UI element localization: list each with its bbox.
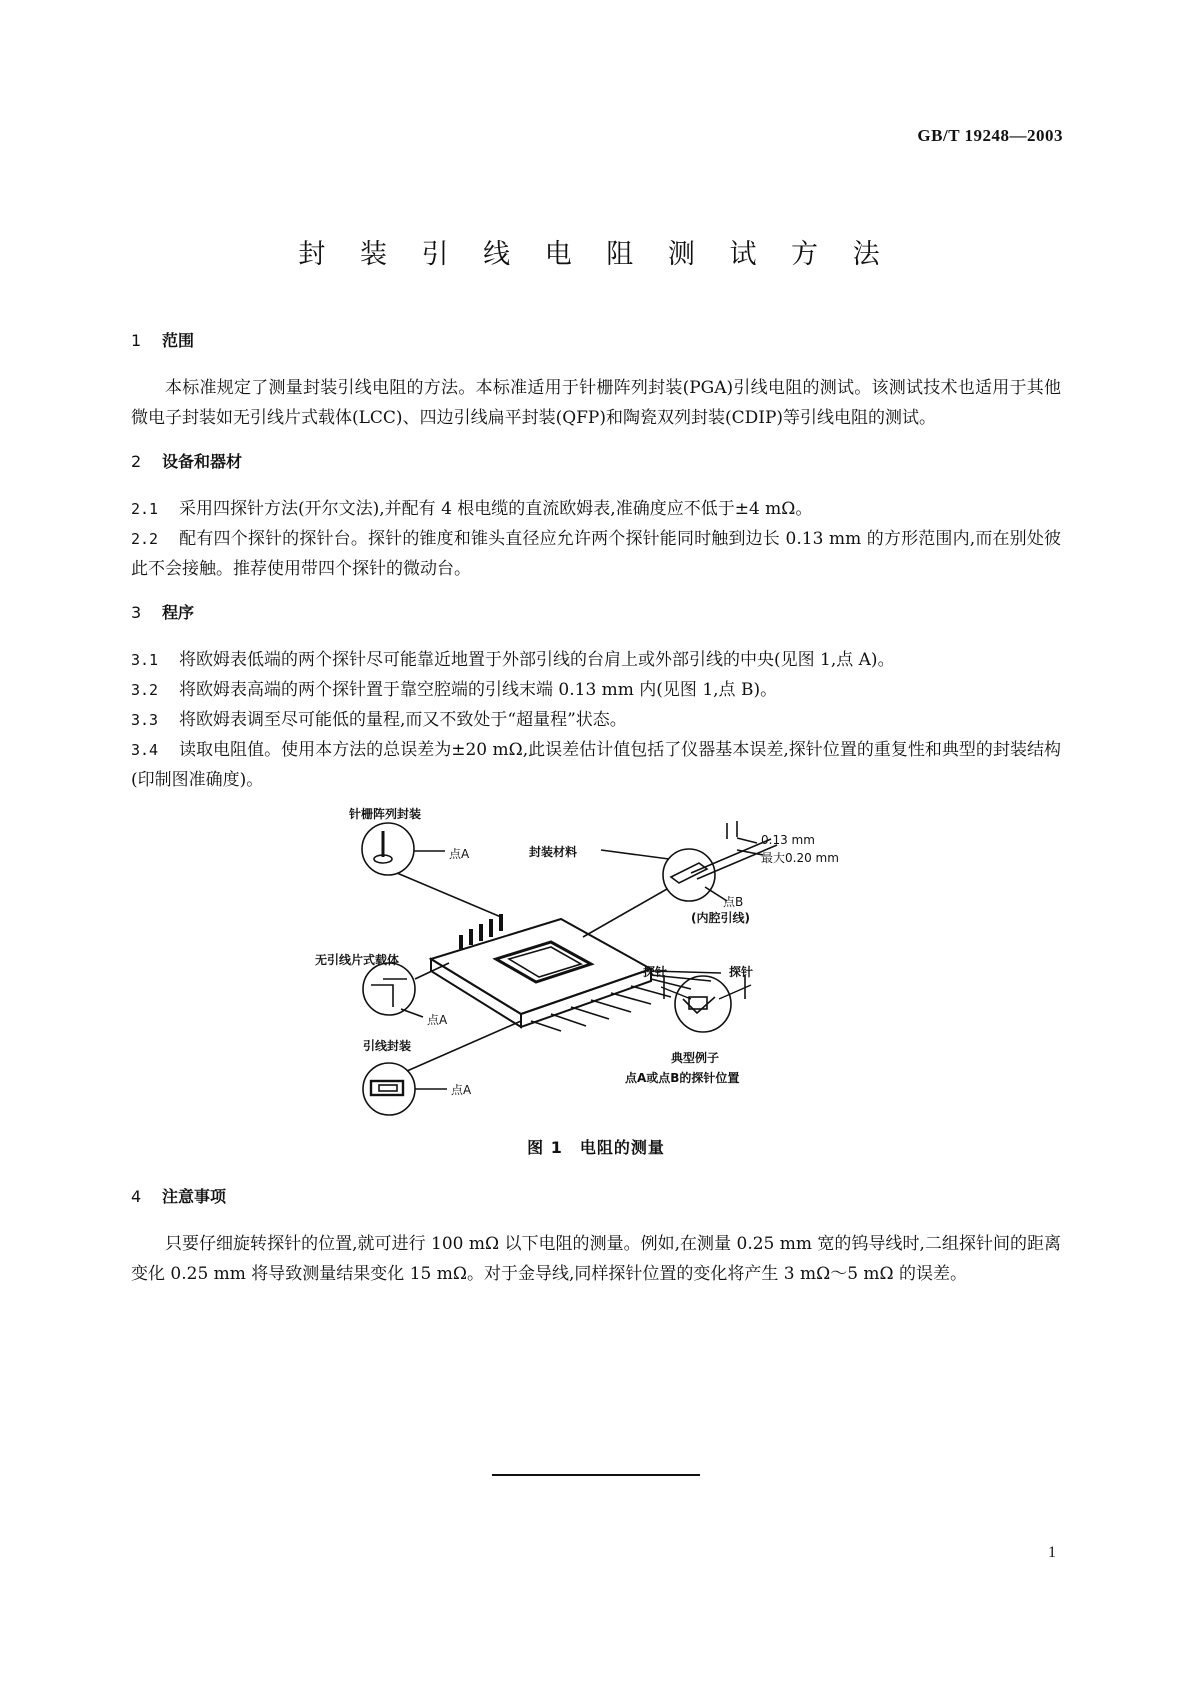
clause-3-1	[131, 645, 1061, 675]
pga-inset-circle	[362, 823, 414, 875]
section-3-heading	[131, 600, 1061, 623]
section-title: 设备和器材	[162, 452, 243, 471]
section-number: 3	[131, 603, 142, 622]
lcc-inset-circle	[363, 963, 415, 1015]
label-inner-lead: (内腔引线)	[691, 911, 750, 925]
label-leaded: 引线封装	[363, 1039, 412, 1053]
label-dim-max020: 最大0.20 mm	[761, 851, 839, 865]
label-lcc: 无引线片式载体	[315, 953, 400, 967]
clause-2-1	[131, 494, 1061, 524]
label-dim-013: 0.13 mm	[761, 833, 815, 847]
label-package-material: 封装材料	[529, 845, 578, 859]
label-point-a: 点A	[449, 847, 470, 861]
section-title: 程序	[162, 603, 195, 622]
page-number: 1	[1048, 1544, 1056, 1561]
section-1-paragraph: 本标准规定了测量封装引线电阻的方法。本标准适用于针栅阵列封装(PGA)引线电阻的测试。该测试技术也适用于其他微电子封装如无引线片式载体(LCC)、四边引线扁平封装(QFP)和陶瓷双列封装(CDIP)等引线电阻的测试。	[131, 378, 1061, 428]
label-typical-example: 典型例子	[671, 1051, 720, 1065]
clause-number: 3.2	[131, 681, 159, 699]
standard-code: GB/T 19248—2003	[917, 126, 1063, 145]
figure-1	[131, 799, 1061, 1129]
section-1-heading	[131, 328, 1061, 351]
section-4-heading	[131, 1184, 1061, 1207]
section-number: 4	[131, 1187, 142, 1206]
clause-3-2	[131, 675, 1061, 705]
package-top-surface	[431, 919, 651, 1014]
clause-text: 将欧姆表调至尽可能低的量程,而又不致处于“超量程”状态。	[179, 710, 627, 730]
clause-number: 2.1	[131, 500, 159, 518]
clause-number: 3.3	[131, 711, 159, 729]
section-title: 范围	[162, 331, 195, 350]
clause-number: 2.2	[131, 530, 159, 548]
document-body	[131, 328, 1061, 1305]
figure-caption: 图 1 电阻的测量	[527, 1138, 665, 1157]
section-title: 注意事项	[162, 1187, 227, 1206]
measurement-diagram	[131, 799, 1061, 1129]
clause-number: 3.1	[131, 651, 159, 669]
clause-number: 3.4	[131, 741, 159, 759]
section-2-heading	[131, 449, 1061, 472]
clause-3-3	[131, 705, 1061, 735]
section-4-paragraph: 只要仔细旋转探针的位置,就可进行 100 mΩ 以下电阻的测量。例如,在测量 0.25 mm 宽的钨导线时,二组探针间的距离变化 0.25 mm 将导致测量结果变化 15 mΩ。对于金导线,同样探针位置的变化将产生 3 mΩ～5 mΩ 的误差。	[131, 1234, 1061, 1284]
clause-text: 将欧姆表高端的两个探针置于靠空腔端的引线末端 0.13 mm 内(见图 1,点 B)。	[179, 680, 778, 700]
section-number: 2	[131, 452, 142, 471]
clause-text: 将欧姆表低端的两个探针尽可能靠近地置于外部引线的台肩上或外部引线的中央(见图 1,点 A)。	[179, 650, 895, 670]
label-point-a: 点A	[427, 1013, 448, 1027]
label-pga: 针栅阵列封装	[349, 807, 422, 821]
label-probe: 探针	[643, 965, 668, 979]
label-probe: 探针	[729, 965, 754, 979]
clause-2-2	[131, 524, 1061, 584]
label-probe-position: 点A或点B的探针位置	[625, 1071, 740, 1085]
clause-text: 配有四个探针的探针台。探针的锥度和锥头直径应允许两个探针能同时触到边长 0.13 mm 的方形范围内,而在别处彼此不会接触。推荐使用带四个探针的微动台。	[131, 529, 1061, 579]
clause-text: 读取电阻值。使用本方法的总误差为±20 mΩ,此误差估计值包括了仪器基本误差,探针位置的重复性和典型的封装结构(印制图准确度)。	[131, 740, 1061, 790]
label-point-b: 点B	[723, 895, 744, 909]
label-point-a: 点A	[451, 1083, 472, 1097]
clause-3-4	[131, 735, 1061, 795]
document-title: 封 装 引 线 电 阻 测 试 方 法	[298, 239, 893, 270]
typical-probe-inset-circle	[675, 976, 731, 1032]
section-number: 1	[131, 331, 142, 350]
end-rule	[492, 1474, 700, 1476]
clause-text: 采用四探针方法(开尔文法),并配有 4 根电缆的直流欧姆表,准确度应不低于±4 mΩ。	[179, 499, 813, 519]
